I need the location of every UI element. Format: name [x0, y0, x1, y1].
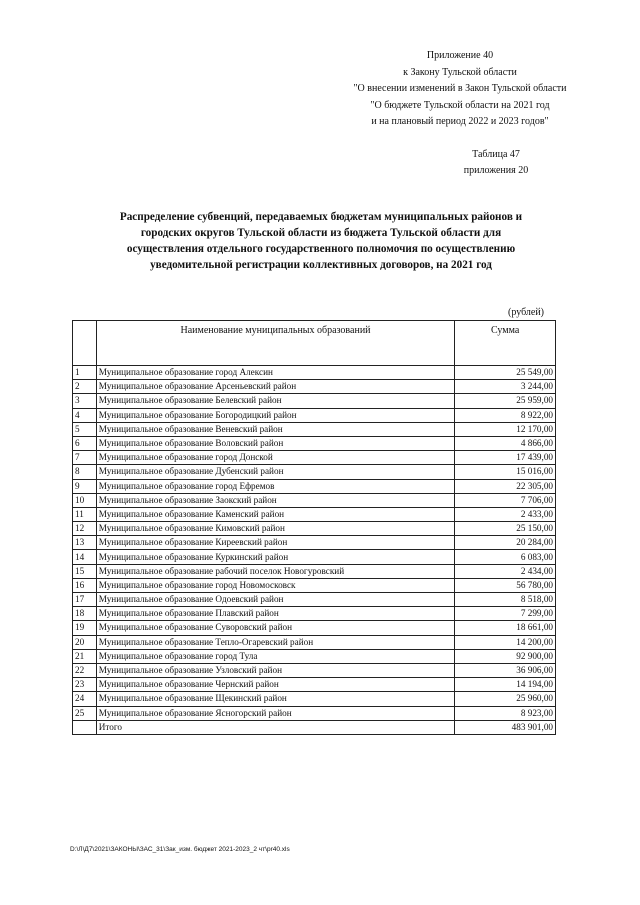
row-number: 24 [73, 692, 97, 706]
row-sum: 20 284,00 [455, 536, 556, 550]
table-row [73, 451, 556, 465]
header-num [73, 321, 97, 366]
table-row [73, 593, 556, 607]
table-number: Таблица 47 [472, 149, 520, 160]
row-municipality: Муниципальное образование Арсеньевский район [96, 380, 454, 394]
row-number: 1 [73, 366, 97, 380]
row-municipality: Муниципальное образование Куркинский район [96, 550, 454, 564]
row-municipality: Муниципальное образование Одоевский район [96, 593, 454, 607]
row-municipality: Муниципальное образование город Новомосковск [96, 578, 454, 592]
row-municipality: Муниципальное образование Белевский район [96, 394, 454, 408]
table-row [73, 663, 556, 677]
table-row [73, 607, 556, 621]
appendix-line: "О бюджете Тульской области на 2021 год [370, 99, 550, 111]
row-municipality: Муниципальное образование Каменский район [96, 507, 454, 521]
table-row [73, 380, 556, 394]
table-body [73, 366, 556, 735]
header-sum: Сумма [455, 321, 556, 366]
row-number: 25 [73, 706, 97, 720]
row-sum: 36 906,00 [455, 663, 556, 677]
row-number: 9 [73, 479, 97, 493]
row-sum: 12 170,00 [455, 422, 556, 436]
table-row [73, 465, 556, 479]
row-sum: 25 150,00 [455, 522, 556, 536]
row-sum: 25 960,00 [455, 692, 556, 706]
row-number: 2 [73, 380, 97, 394]
table-row [73, 564, 556, 578]
title-line: Распределение субвенций, передаваемых бюджетам муниципальных районов и [119, 211, 523, 223]
title-line: городских округов Тульской области из бюджета Тульской области для [140, 227, 502, 239]
row-sum: 22 305,00 [455, 479, 556, 493]
row-number: 12 [73, 522, 97, 536]
row-municipality: Муниципальное образование Дубенский район [96, 465, 454, 479]
appendix-line: и на плановый период 2022 и 2023 годов" [371, 116, 549, 127]
document-title [80, 209, 562, 273]
table-row [73, 621, 556, 635]
row-municipality: Муниципальное образование город Тула [96, 649, 454, 663]
table-row [73, 635, 556, 649]
row-sum: 3 244,00 [455, 380, 556, 394]
row-sum: 7 706,00 [455, 493, 556, 507]
row-municipality: Муниципальное образование Суворовский район [96, 621, 454, 635]
appendix-line: "О внесении изменений в Закон Тульской области [353, 83, 567, 94]
file-path-footer: D:\Л\Д7\2021\ЗАКОНЫ\ЗАС_31\Зак_изм. бюджет 2021-2023_2 чт\pr40.xls [70, 846, 290, 853]
row-municipality: Муниципальное образование Ясногорский район [96, 706, 454, 720]
subvention-table [72, 320, 556, 735]
appendix-note [330, 48, 590, 131]
row-sum: 18 661,00 [455, 621, 556, 635]
row-number: 17 [73, 593, 97, 607]
annex-number: приложения 20 [463, 165, 529, 176]
currency-unit: (рублей) [508, 307, 545, 318]
row-sum: 2 434,00 [455, 564, 556, 578]
row-municipality: Муниципальное образование Богородицкий район [96, 408, 454, 422]
row-number: 15 [73, 564, 97, 578]
header-name: Наименование муниципальных образований [96, 321, 454, 366]
row-sum: 7 299,00 [455, 607, 556, 621]
table-row [73, 536, 556, 550]
row-number: 18 [73, 607, 97, 621]
row-municipality: Муниципальное образование Воловский район [96, 436, 454, 450]
table-row [73, 678, 556, 692]
total-row [73, 720, 556, 734]
row-number: 19 [73, 621, 97, 635]
row-municipality: Муниципальное образование город Ефремов [96, 479, 454, 493]
row-sum: 8 923,00 [455, 706, 556, 720]
table-row [73, 522, 556, 536]
row-municipality: Итого [96, 720, 454, 734]
row-municipality: Муниципальное образование рабочий поселок Новогуровский [96, 564, 454, 578]
table-row [73, 422, 556, 436]
row-municipality: Муниципальное образование Тепло-Огаревский район [96, 635, 454, 649]
row-number: 13 [73, 536, 97, 550]
row-number: 14 [73, 550, 97, 564]
table-row [73, 394, 556, 408]
row-municipality: Муниципальное образование Плавский район [96, 607, 454, 621]
row-sum: 56 780,00 [455, 578, 556, 592]
row-municipality: Муниципальное образование Заокский район [96, 493, 454, 507]
title-line: уведомительной регистрации коллективных договоров, на 2021 год [150, 259, 492, 271]
row-number: 4 [73, 408, 97, 422]
table-row [73, 649, 556, 663]
row-number: 3 [73, 394, 97, 408]
table-row [73, 479, 556, 493]
table-row [73, 578, 556, 592]
row-sum: 8 518,00 [455, 593, 556, 607]
table-header-row [73, 321, 556, 366]
table-row [73, 493, 556, 507]
row-number: 7 [73, 451, 97, 465]
row-municipality: Муниципальное образование Узловский район [96, 663, 454, 677]
row-sum: 25 959,00 [455, 394, 556, 408]
row-municipality: Муниципальное образование Веневский район [96, 422, 454, 436]
row-sum: 14 200,00 [455, 635, 556, 649]
table-row [73, 366, 556, 380]
table-row [73, 550, 556, 564]
row-number: 22 [73, 663, 97, 677]
row-municipality: Муниципальное образование Щекинский район [96, 692, 454, 706]
table-row [73, 507, 556, 521]
row-sum: 4 866,00 [455, 436, 556, 450]
row-municipality: Муниципальное образование город Донской [96, 451, 454, 465]
appendix-line: к Закону Тульской области [403, 66, 517, 78]
table-row [73, 692, 556, 706]
row-municipality: Муниципальное образование Киреевский район [96, 536, 454, 550]
row-sum: 15 016,00 [455, 465, 556, 479]
row-number: 8 [73, 465, 97, 479]
table-row [73, 436, 556, 450]
row-number: 6 [73, 436, 97, 450]
row-number: 5 [73, 422, 97, 436]
row-municipality: Муниципальное образование Кимовский район [96, 522, 454, 536]
table-row [73, 706, 556, 720]
row-sum: 8 922,00 [455, 408, 556, 422]
row-number: 16 [73, 578, 97, 592]
title-line: осуществления отдельного государственного полномочия по осуществлению [126, 243, 516, 255]
row-sum: 14 194,00 [455, 678, 556, 692]
row-number: 23 [73, 678, 97, 692]
row-sum: 25 549,00 [455, 366, 556, 380]
row-sum: 483 901,00 [455, 720, 556, 734]
row-sum: 17 439,00 [455, 451, 556, 465]
row-municipality: Муниципальное образование Чернский район [96, 678, 454, 692]
row-number: 21 [73, 649, 97, 663]
row-municipality: Муниципальное образование город Алексин [96, 366, 454, 380]
row-number [73, 720, 97, 734]
row-sum: 2 433,00 [455, 507, 556, 521]
row-number: 20 [73, 635, 97, 649]
row-number: 10 [73, 493, 97, 507]
row-number: 11 [73, 507, 97, 521]
table-reference [446, 147, 546, 179]
table-row [73, 408, 556, 422]
row-sum: 92 900,00 [455, 649, 556, 663]
appendix-line: Приложение 40 [426, 50, 494, 61]
row-sum: 6 083,00 [455, 550, 556, 564]
